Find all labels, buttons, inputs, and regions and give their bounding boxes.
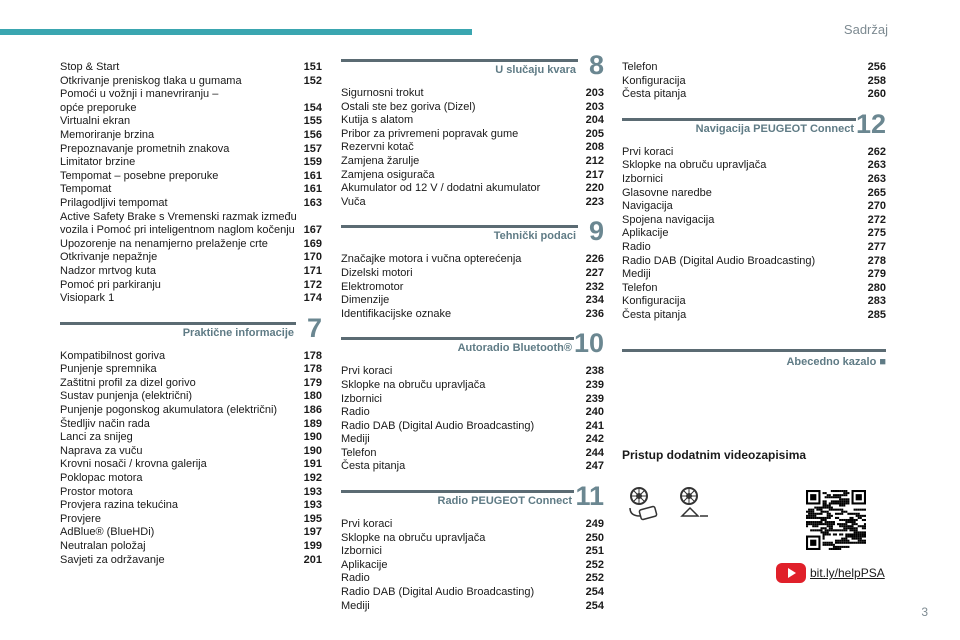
- toc-entry-title: Elektromotor: [341, 280, 404, 293]
- toc-entry-title: Mediji: [341, 433, 370, 446]
- toc-entry[interactable]: [341, 545, 604, 559]
- chapter-header-8: [341, 50, 604, 87]
- toc-entry-title: Tempomat – posebne preporuke: [60, 169, 219, 182]
- toc-entry-page: 270: [867, 200, 886, 213]
- toc-entry-page: 226: [585, 253, 604, 266]
- toc-entry-title: Sustav punjenja (električni): [60, 390, 193, 403]
- toc-entry-page: 275: [867, 227, 886, 240]
- toc-entry[interactable]: [341, 267, 604, 281]
- toc-entry-title: Vuča: [341, 195, 366, 208]
- chapter-rule: [622, 118, 856, 121]
- toc-entry-title: Mediji: [341, 599, 370, 612]
- toc-entry-title: Pribor za privremeni popravak gume: [341, 127, 519, 140]
- toc-entry-page: 232: [585, 280, 604, 293]
- toc-entry-title: Lanci za snijeg: [60, 431, 133, 444]
- toc-entry-page: 201: [303, 553, 322, 566]
- toc-entry-page: 217: [585, 168, 604, 181]
- chapter-rule: [622, 349, 886, 352]
- alphabetical-index-title: Abecedno kazalo ■: [786, 355, 886, 368]
- toc-entry[interactable]: [622, 75, 886, 89]
- toc-entry-page: 279: [867, 268, 886, 281]
- toc-entry-title: vozila i Pomoć pri inteligentnom naglom kočenju: [60, 224, 295, 237]
- chapter-number: 9: [588, 216, 604, 247]
- toc-entry-page: 163: [303, 196, 322, 209]
- toc-entry[interactable]: [60, 499, 322, 513]
- toc-entry[interactable]: [622, 282, 886, 296]
- toc-entry-page: 250: [585, 531, 604, 544]
- toc-entry[interactable]: [622, 295, 886, 309]
- toc-entry-page: 190: [303, 444, 322, 457]
- toc-entry-title: Memoriranje brzina: [60, 128, 155, 141]
- toc-entry[interactable]: [341, 196, 604, 210]
- toc-entry-title: Konfiguracija: [622, 295, 686, 308]
- toc-entry[interactable]: [60, 265, 322, 279]
- toc-entry-title: Otkrivanje preniskog tlaka u gumama: [60, 74, 242, 87]
- toc-entry-title: Radio: [341, 572, 370, 585]
- toc-entry-title: opće preporuke: [60, 101, 137, 114]
- toc-entry[interactable]: [60, 292, 322, 306]
- toc-entry[interactable]: [60, 211, 322, 225]
- toc-entry-title: Štedljiv način rada: [60, 417, 150, 430]
- toc-entry[interactable]: [60, 88, 322, 102]
- toc-column-3: [622, 61, 886, 369]
- toc-entry[interactable]: [622, 200, 886, 214]
- toc-entry-title: Radio: [622, 240, 651, 253]
- toc-entry[interactable]: [341, 169, 604, 183]
- toc-entry-title: Tempomat: [60, 183, 112, 196]
- toc-entry[interactable]: [60, 129, 322, 143]
- chapter-number: 8: [588, 50, 604, 80]
- toc-entry-page: 174: [303, 292, 322, 305]
- chapter-title: Navigacija PEUGEOT Connect: [695, 122, 854, 135]
- chapter-rule: [60, 322, 296, 325]
- chapter-title: Tehnički podaci: [493, 230, 576, 243]
- toc-entry-title: Prilagodljivi tempomat: [60, 196, 168, 209]
- toc-entry[interactable]: [622, 214, 886, 228]
- toc-entry-page: 170: [303, 251, 322, 264]
- toc-entry-title: Poklopac motora: [60, 472, 143, 485]
- toc-entry[interactable]: [341, 447, 604, 461]
- toc-entry-title: Česta pitanja: [622, 88, 687, 101]
- toc-entry-page: 155: [303, 115, 322, 128]
- video-access-heading: Pristup dodatnim videozapisima: [622, 448, 807, 462]
- toc-entry-page: 171: [303, 264, 322, 277]
- toc-entry-title: Česta pitanja: [622, 308, 687, 321]
- toc-entry-page: 157: [303, 142, 322, 155]
- toc-entry[interactable]: [341, 365, 604, 379]
- toc-entry-title: Identifikacijske oznake: [341, 307, 452, 320]
- toc-entry[interactable]: [622, 173, 886, 187]
- toc-entry[interactable]: [60, 472, 322, 486]
- toc-entry-page: 178: [303, 349, 322, 362]
- toc-entry[interactable]: [60, 458, 322, 472]
- toc-entry-page: 186: [303, 404, 322, 417]
- toc-entry[interactable]: [341, 294, 604, 308]
- toc-entry[interactable]: [60, 156, 322, 170]
- toc-entry-title: Otkrivanje nepažnje: [60, 251, 158, 264]
- toc-entry-page: 203: [585, 100, 604, 113]
- alphabetical-index-header[interactable]: [622, 345, 886, 369]
- toc-entry[interactable]: [341, 600, 604, 614]
- toc-column-2: [341, 50, 604, 613]
- toc-entry-page: 234: [585, 294, 604, 307]
- toc-entry-page: 204: [585, 114, 604, 127]
- toc-entry[interactable]: [60, 197, 322, 211]
- toc-column-1: [60, 61, 322, 567]
- chapter-header-11: [341, 481, 604, 518]
- toc-entry[interactable]: [341, 182, 604, 196]
- chapter-number: 11: [575, 481, 604, 512]
- toc-entry-title: Sklopke na obruču upravljača: [341, 378, 486, 391]
- chapter-number: 10: [573, 328, 604, 359]
- toc-entry-title: Prvi koraci: [341, 365, 393, 378]
- toc-entry-title: Prostor motora: [60, 485, 133, 498]
- toc-entry-page: 272: [867, 213, 886, 226]
- toc-entry-title: Upozorenje na nenamjerno prelaženje crte: [60, 237, 268, 250]
- toc-entry-page: 285: [867, 308, 886, 321]
- toc-entry[interactable]: [622, 227, 886, 241]
- toc-entry[interactable]: [341, 460, 604, 474]
- toc-entry[interactable]: [622, 255, 886, 269]
- toc-entry-page: 189: [303, 417, 322, 430]
- toc-entry-page: 156: [303, 128, 322, 141]
- help-link-text[interactable]: bit.ly/helpPSA: [810, 566, 885, 580]
- toc-entry-title: Savjeti za održavanje: [60, 553, 165, 566]
- toc-entry[interactable]: [60, 486, 322, 500]
- chapter-title: Radio PEUGEOT Connect: [437, 495, 572, 508]
- toc-entry[interactable]: [341, 420, 604, 434]
- toc-entry-title: Naprava za vuču: [60, 444, 143, 457]
- toc-entry[interactable]: [60, 390, 322, 404]
- toc-entry-page: 190: [303, 431, 322, 444]
- toc-entry-page: 167: [303, 224, 322, 237]
- toc-entry-page: 227: [585, 266, 604, 279]
- chapter-rule: [341, 225, 578, 228]
- toc-entry-title: Prepoznavanje prometnih znakova: [60, 142, 230, 155]
- toc-entry[interactable]: [341, 141, 604, 155]
- toc-entry[interactable]: [60, 102, 322, 116]
- toc-entry-page: 161: [303, 169, 322, 182]
- chapter-header-10: [341, 328, 604, 365]
- toc-entry-title: Radio: [341, 406, 370, 419]
- toc-entry-page: 193: [303, 485, 322, 498]
- page-number: 3: [921, 605, 928, 619]
- toc-entry-title: Telefon: [622, 61, 658, 73]
- toc-entry-title: Nadzor mrtvog kuta: [60, 264, 156, 277]
- toc-entry-page: 169: [303, 237, 322, 250]
- toc-entry[interactable]: [341, 281, 604, 295]
- toc-entry[interactable]: [341, 393, 604, 407]
- toc-entry[interactable]: [622, 146, 886, 160]
- toc-entry-page: 258: [867, 74, 886, 87]
- toc-entry-title: AdBlue® (BlueHDi): [60, 526, 155, 539]
- toc-entry[interactable]: [341, 518, 604, 532]
- toc-entry-page: 265: [867, 186, 886, 199]
- toc-entry[interactable]: [60, 115, 322, 129]
- toc-entry[interactable]: [341, 114, 604, 128]
- toc-entry[interactable]: [341, 532, 604, 546]
- toc-entry-title: Telefon: [622, 281, 658, 294]
- toc-entry-page: 263: [867, 172, 886, 185]
- toc-entry[interactable]: [341, 433, 604, 447]
- toc-entry[interactable]: [341, 559, 604, 573]
- toc-entry-title: Dimenzije: [341, 294, 390, 307]
- toc-entry-title: Punjenje pogonskog akumulatora (električni): [60, 404, 278, 417]
- toc-entry[interactable]: [60, 61, 322, 75]
- toc-entry-page: 159: [303, 156, 322, 169]
- chapter-header-9: [341, 216, 604, 253]
- chapter-rule: [341, 59, 578, 62]
- toc-entry-title: Kompatibilnost goriva: [60, 349, 166, 362]
- toc-entry-page: 197: [303, 526, 322, 539]
- toc-entry-page: 283: [867, 295, 886, 308]
- toc-entry-page: 278: [867, 254, 886, 267]
- chapter-title: U slučaju kvara: [495, 64, 576, 76]
- toc-entry-title: Kutija s alatom: [341, 114, 414, 127]
- toc-entry-page: 251: [585, 545, 604, 558]
- toc-entry-title: Punjenje spremnika: [60, 363, 157, 376]
- toc-entry-title: Zamjena osigurača: [341, 168, 435, 181]
- toc-entry[interactable]: [60, 418, 322, 432]
- toc-entry[interactable]: [60, 445, 322, 459]
- toc-entry-title: Sklopke na obruču upravljača: [341, 531, 486, 544]
- toc-entry-page: 260: [867, 88, 886, 101]
- wheel-hand-icon: [678, 486, 712, 522]
- toc-entry-page: 252: [585, 572, 604, 585]
- toc-entry-title: Prvi koraci: [341, 518, 393, 531]
- chapter-title: Autoradio Bluetooth®: [457, 342, 572, 355]
- toc-entry[interactable]: [60, 404, 322, 418]
- toc-entry[interactable]: [60, 143, 322, 157]
- toc-entry[interactable]: [341, 308, 604, 322]
- toc-entry-title: Radio DAB (Digital Audio Broadcasting): [622, 254, 816, 267]
- chapter-rule: [341, 337, 574, 340]
- toc-entry-title: Krovni nosači / krovna galerija: [60, 458, 207, 471]
- toc-entry-page: 240: [585, 406, 604, 419]
- toc-entry-title: Sigurnosni trokut: [341, 87, 424, 99]
- toc-entry-title: Navigacija: [622, 200, 673, 213]
- toc-entry[interactable]: [341, 87, 604, 101]
- toc-entry-page: 195: [303, 512, 322, 525]
- toc-entry-title: Zaštitni profil za dizel gorivo: [60, 376, 196, 389]
- toc-entry-title: Virtualni ekran: [60, 115, 131, 128]
- toc-entry-title: Aplikacije: [622, 227, 669, 240]
- toc-entry[interactable]: [60, 251, 322, 265]
- toc-entry-title: Spojena navigacija: [622, 213, 715, 226]
- toc-entry-page: 242: [585, 433, 604, 446]
- toc-entry-title: Konfiguracija: [622, 74, 686, 87]
- toc-entry[interactable]: [341, 406, 604, 420]
- toc-entry[interactable]: [60, 363, 322, 377]
- toc-entry-page: 205: [585, 127, 604, 140]
- toc-entry-title: Radio DAB (Digital Audio Broadcasting): [341, 419, 535, 432]
- toc-entry-page: 223: [585, 195, 604, 208]
- toc-entry-page: 252: [585, 558, 604, 571]
- toc-entry-title: Zamjena žarulje: [341, 154, 420, 167]
- toc-entry-page: 220: [585, 182, 604, 195]
- toc-entry-page: 154: [303, 101, 322, 114]
- toc-entry-title: Limitator brzine: [60, 156, 136, 169]
- toc-entry-title: Prvi koraci: [622, 145, 674, 158]
- toc-entry-page: 151: [303, 61, 322, 73]
- toc-entry[interactable]: [60, 526, 322, 540]
- toc-entry-page: 161: [303, 183, 322, 196]
- header-accent-bar: [0, 29, 472, 35]
- toc-entry-page: 247: [585, 460, 604, 473]
- toc-entry-title: Telefon: [341, 446, 377, 459]
- toc-entry-page: 208: [585, 141, 604, 154]
- chapter-number: 7: [306, 312, 322, 343]
- youtube-play-icon: [776, 563, 806, 583]
- toc-entry[interactable]: [60, 224, 322, 238]
- toc-entry-page: 254: [585, 586, 604, 599]
- toc-entry[interactable]: [60, 431, 322, 445]
- toc-entry-title: Provjera razina tekućina: [60, 499, 179, 512]
- toc-entry-title: Izbornici: [341, 545, 382, 558]
- toc-entry-title: Rezervni kotač: [341, 141, 414, 154]
- toc-entry-title: Mediji: [622, 268, 651, 281]
- toc-entry[interactable]: [341, 101, 604, 115]
- toc-entry[interactable]: [60, 377, 322, 391]
- toc-entry-page: 192: [303, 472, 322, 485]
- toc-entry-page: 172: [303, 278, 322, 291]
- chapter-header-12: [622, 108, 886, 146]
- toc-entry-title: Sklopke na obruču upravljača: [622, 159, 767, 172]
- toc-entry-title: Stop & Start: [60, 61, 120, 73]
- toc-entry-page: 191: [303, 458, 322, 471]
- toc-entry[interactable]: [622, 61, 886, 75]
- toc-entry-title: Visiopark 1: [60, 292, 115, 305]
- help-video-link[interactable]: [776, 563, 885, 583]
- toc-entry-page: 180: [303, 390, 322, 403]
- toc-entry-page: 152: [303, 74, 322, 87]
- toc-entry-title: Izbornici: [341, 392, 382, 405]
- toc-entry-title: Česta pitanja: [341, 460, 406, 473]
- toc-entry[interactable]: [60, 279, 322, 293]
- toc-entry-title: Akumulator od 12 V / dodatni akumulator: [341, 182, 541, 195]
- toc-entry[interactable]: [60, 170, 322, 184]
- toc-entry-page: 254: [585, 599, 604, 612]
- chapter-rule: [341, 490, 574, 493]
- toc-entry[interactable]: [341, 586, 604, 600]
- toc-entry[interactable]: [60, 554, 322, 568]
- toc-entry[interactable]: [341, 379, 604, 393]
- toc-entry[interactable]: [341, 253, 604, 267]
- toc-entry-page: 193: [303, 499, 322, 512]
- toc-entry[interactable]: [622, 268, 886, 282]
- toc-entry-title: Pomoći u vožnji i manevriranju –: [60, 88, 219, 101]
- toc-entry-title: Izbornici: [622, 172, 663, 185]
- toc-entry[interactable]: [60, 513, 322, 527]
- toc-entry-page: 238: [585, 365, 604, 378]
- toc-entry[interactable]: [60, 75, 322, 89]
- toc-entry[interactable]: [622, 159, 886, 173]
- toc-entry-page: 239: [585, 378, 604, 391]
- toc-entry[interactable]: [341, 128, 604, 142]
- toc-entry[interactable]: [622, 187, 886, 201]
- toc-entry[interactable]: [341, 155, 604, 169]
- toc-entry-title: Pomoć pri parkiranju: [60, 278, 161, 291]
- toc-entry-page: 256: [867, 61, 886, 73]
- toc-entry-title: Radio DAB (Digital Audio Broadcasting): [341, 586, 535, 599]
- toc-entry-title: Neutralan položaj: [60, 540, 146, 552]
- toc-entry-title: Active Safety Brake s Vremenski razmak između: [60, 210, 297, 223]
- toc-entry[interactable]: [60, 540, 322, 554]
- toc-entry[interactable]: [60, 183, 322, 197]
- toc-entry[interactable]: [341, 572, 604, 586]
- toc-entry-title: Aplikacije: [341, 558, 388, 571]
- toc-entry-page: 280: [867, 281, 886, 294]
- toc-entry-title: Ostali ste bez goriva (Dizel): [341, 100, 476, 113]
- toc-entry-title: Dizelski motori: [341, 266, 413, 279]
- toc-entry-page: 179: [303, 376, 322, 389]
- toc-entry-page: 239: [585, 392, 604, 405]
- toc-entry[interactable]: [60, 350, 322, 364]
- toc-entry[interactable]: [622, 241, 886, 255]
- toc-entry-title: Provjere: [60, 512, 101, 525]
- toc-entry[interactable]: [622, 88, 886, 102]
- wheel-screen-icon: [626, 486, 660, 522]
- toc-entry-page: 244: [585, 446, 604, 459]
- toc-entry-page: 277: [867, 240, 886, 253]
- chapter-title: Praktične informacije: [182, 326, 294, 339]
- toc-entry-title: Glasovne naredbe: [622, 186, 712, 199]
- toc-entry[interactable]: [622, 309, 886, 323]
- toc-entry-page: 249: [585, 518, 604, 531]
- toc-entry-page: 212: [585, 154, 604, 167]
- toc-entry-page: 203: [585, 87, 604, 99]
- page-section-title: Sadržaj: [843, 22, 888, 37]
- toc-entry-page: 199: [303, 540, 322, 552]
- toc-entry-page: 236: [585, 307, 604, 320]
- toc-entry-title: Značajke motora i vučna opterećenja: [341, 253, 522, 266]
- chapter-number: 12: [855, 108, 886, 139]
- toc-entry-page: 262: [867, 145, 886, 158]
- toc-entry-page: 241: [585, 419, 604, 432]
- qr-code: [806, 490, 866, 550]
- toc-entry-page: 263: [867, 159, 886, 172]
- chapter-header-7: [60, 312, 322, 350]
- toc-entry[interactable]: [60, 238, 322, 252]
- toc-entry-page: 178: [303, 363, 322, 376]
